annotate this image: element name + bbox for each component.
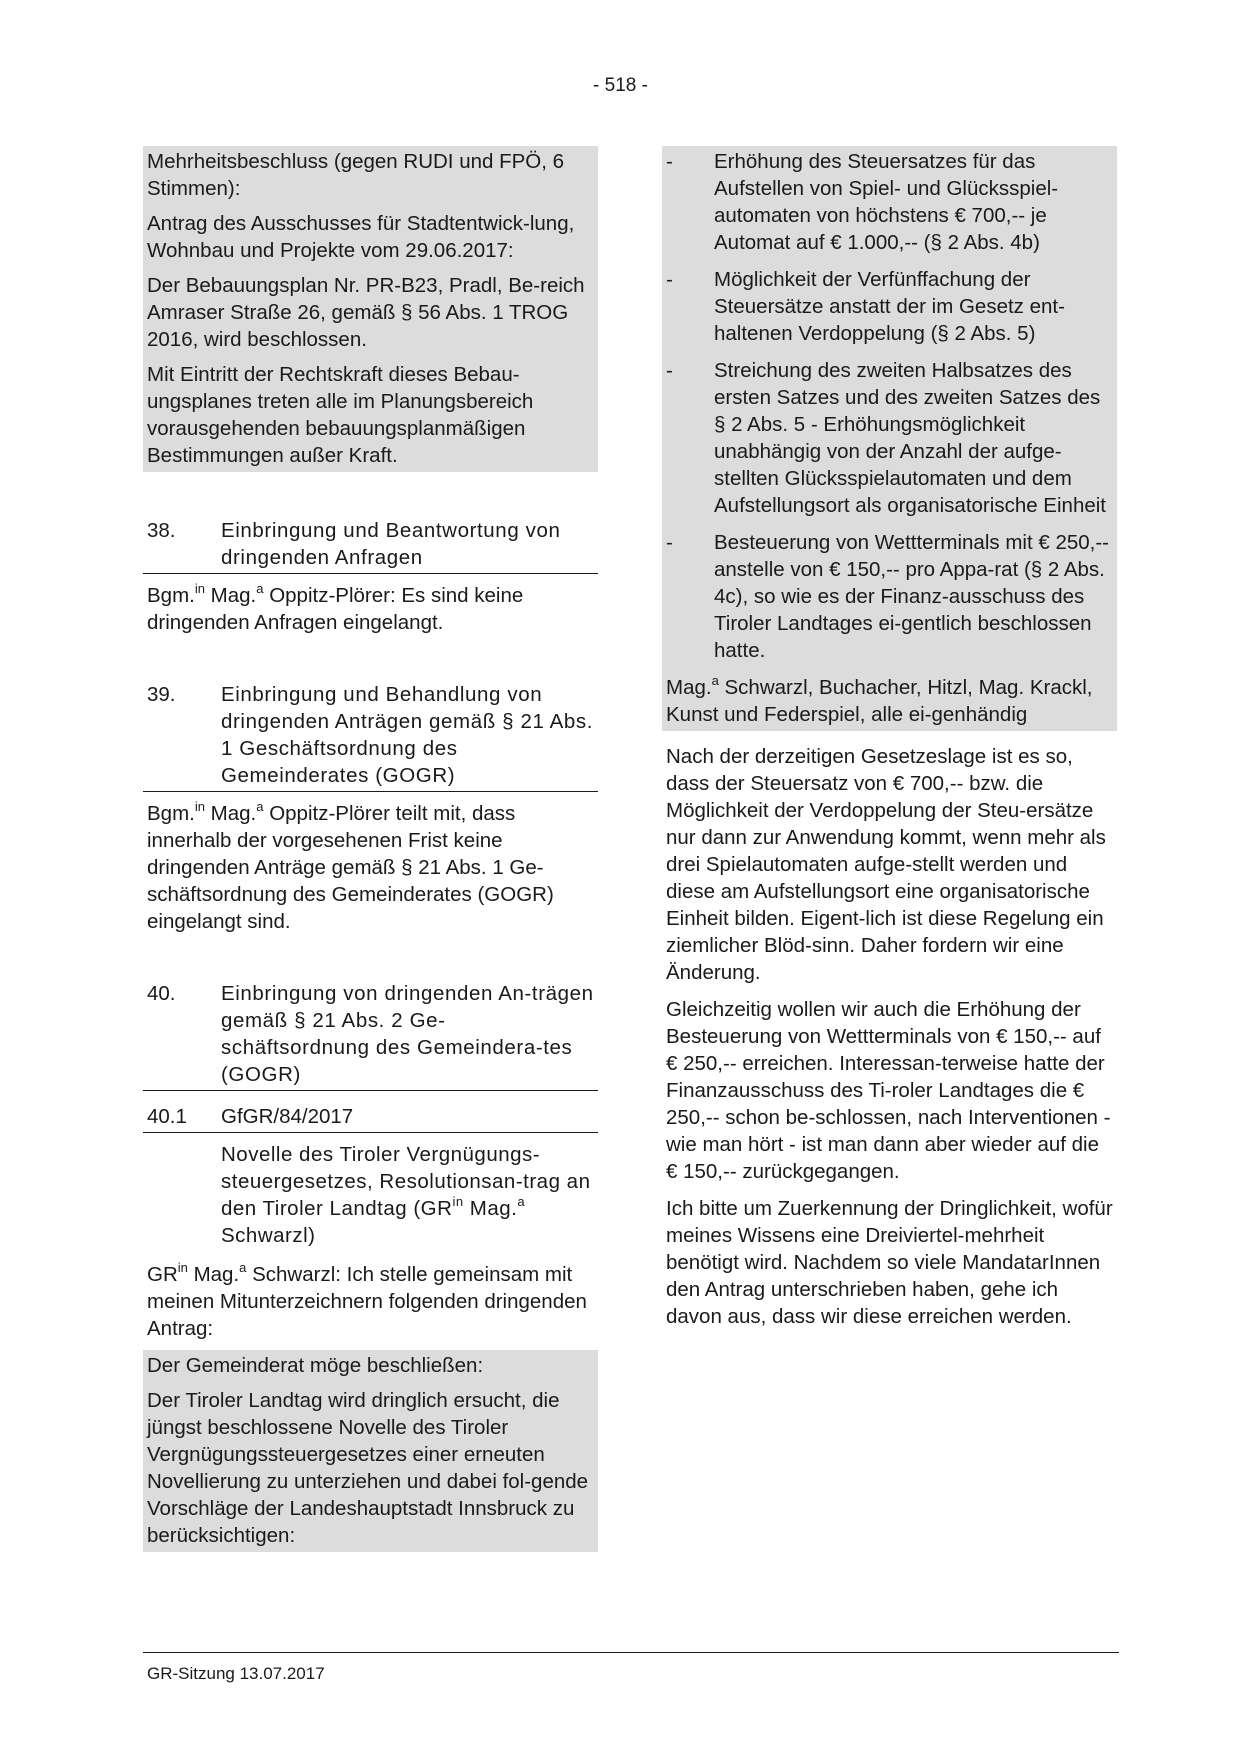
speaker-statement: $GR^{in}$ Mag.$^a$ Schwarzl: Ich stelle gemeinsam mit meinen Mitunterzeichnern folgenden dringenden Antrag: <box>147 1260 587 1340</box>
item-39-title: Einbringung und Behandlung von dringenden Anträgen gemäß § 21 Abs. 1 Geschäftsordnung des Gemeinderates (GOGR) <box>221 683 594 787</box>
item-40-number: 40. <box>147 982 176 1005</box>
left-column <box>143 146 598 1552</box>
item-40-heading <box>143 980 598 1091</box>
speech-paragraph: Nach der derzeitigen Gesetzeslage ist es so, dass der Steuersatz von € 700,-- bzw. die Möglichkeit der Verdoppelung der Steu-ersätze nur dann zur Anwendung kommt, wenn mehr als drei Spielautomaten aufge-stellt werden und diese am Aufstellungsort eine organisatorische Einheit bilden. Eigent-lich ist diese Regelung ein ziemlicher Blöd-sinn. Daher fordern wir eine Änderung. <box>666 745 1106 984</box>
list-item: - Streichung des zweiten Halbsatzes des ersten Satzes und des zweiten Satzes des § 2 Abs. 5 - Erhöhungsmöglichkeit unabhängig von der Anzahl der aufge-stellten Glücksspielautomaten und dem Aufstellungsort als organisatorische Einheit <box>666 359 1106 517</box>
item-38-title: Einbringung und Beantwortung von dringenden Anfragen <box>221 519 561 569</box>
decision-box <box>143 146 598 472</box>
motion-text: Der Tiroler Landtag wird dringlich ersucht, die jüngst beschlossene Novelle des Tiroler Vergnügungssteuergesetzes einer erneuten Novellierung zu unterziehen und dabei fol-gende Vorschläge der Landeshauptstadt Innsbruck zu berücksichtigen: <box>147 1389 589 1547</box>
item-38-number: 38. <box>147 519 176 542</box>
committee-motion-text: Antrag des Ausschusses für Stadtentwick-lung, Wohnbau und Projekte vom 29.06.2017: <box>147 212 575 262</box>
item-40-title: Einbringung von dringenden An-trägen gemäß § 21 Abs. 2 Ge-schäftsordnung des Gemeindera-tes (GOGR) <box>221 982 594 1086</box>
item-40-1-number: 40.1 <box>147 1105 187 1128</box>
item-39-body: Bgm.$^{in}$ Mag.$^a$ Oppitz-Plörer teilt mit, dass innerhalb der vorgesehenen Frist keine dringenden Anträge gemäß § 21 Abs. 1 Ge-schäftsordnung des Gemeinderates (GOGR) eingelangt sind. <box>147 799 554 933</box>
signers-text: Mag.$^a$ Schwarzl, Buchacher, Hitzl, Mag. Krackl, Kunst und Federspiel, alle ei-genhändig <box>666 673 1093 726</box>
majority-text: Mehrheitsbeschluss (gegen RUDI und FPÖ, 6 Stimmen): <box>147 150 565 200</box>
item-39-heading <box>143 681 598 792</box>
speech-paragraphs <box>662 743 1117 1330</box>
speech-paragraph: Ich bitte um Zuerkennung der Dringlichkeit, wofür meines Wissens eine Dreiviertel-mehrheit benötigt wird. Nachdem so viele MandatarInnen den Antrag unterschrieben haben, gehe ich davon aus, dass wir diese erreichen werden. <box>666 1197 1113 1328</box>
legal-effect-text: Mit Eintritt der Rechtskraft dieses Bebau-ungsplanes treten alle im Planungsbereich vorausgehenden bebauungsplanmäßigen Bestimmungen außer Kraft. <box>147 363 534 467</box>
item-40-1-heading <box>143 1103 598 1133</box>
footer-session-date: GR-Sitzung 13.07.2017 <box>147 1664 325 1683</box>
item-38-heading <box>143 517 598 574</box>
motion-box <box>143 1350 598 1552</box>
item-38-body: Bgm.$^{in}$ Mag.$^a$ Oppitz-Plörer: Es sind keine dringenden Anfragen eingelangt. <box>147 581 524 634</box>
resolution-text: Der Bebauungsplan Nr. PR-B23, Pradl, Be-reich Amraser Straße 26, gemäß § 56 Abs. 1 TROG 2016, wird beschlossen. <box>147 274 585 351</box>
list-item: - Erhöhung des Steuersatzes für das Aufstellen von Spiel- und Glücksspiel-automaten von höchstens € 700,-- je Automat auf € 1.000,-- (§ 2 Abs. 4b) <box>666 150 1059 254</box>
item-40-1-title-block <box>143 1141 598 1251</box>
item-39-number: 39. <box>147 683 176 706</box>
list-item: - Besteuerung von Wettterminals mit € 250,-- anstelle von € 150,-- pro Appa-rat (§ 2 Abs. 4c), so wie es der Finanz-ausschuss des Tiroler Landtages ei-gentlich beschlossen hatte. <box>666 531 1109 662</box>
list-item: - Möglichkeit der Verfünffachung der Steuersätze anstatt der im Gesetz ent-haltenen Verdoppelung (§ 2 Abs. 5) <box>666 268 1065 345</box>
item-40-1-title: Novelle des Tiroler Vergnügungs-steuergesetzes, Resolutionsan-trag an den Tiroler Landtag ($GR^{in}$ Mag.$^a$ Schwarzl) <box>221 1143 591 1247</box>
footer-divider <box>143 1652 1119 1653</box>
proposal-list <box>662 146 1117 731</box>
speech-paragraph: Gleichzeitig wollen wir auch die Erhöhung der Besteuerung von Wettterminals von € 150,-- auf € 250,-- erreichen. Interessan-terweise hatte der Finanzausschuss des Ti-roler Landtages die € 250,-- schon be-schlossen, nach Interventionen - wie man hört - ist man dann aber wieder auf die € 150,-- zurückgegangen. <box>666 998 1111 1183</box>
motion-intro: Der Gemeinderat möge beschließen: <box>147 1354 484 1377</box>
right-column <box>662 146 1117 1330</box>
item-40-1-code: GfGR/84/2017 <box>221 1105 354 1128</box>
page-number: - 518 - <box>593 75 648 96</box>
